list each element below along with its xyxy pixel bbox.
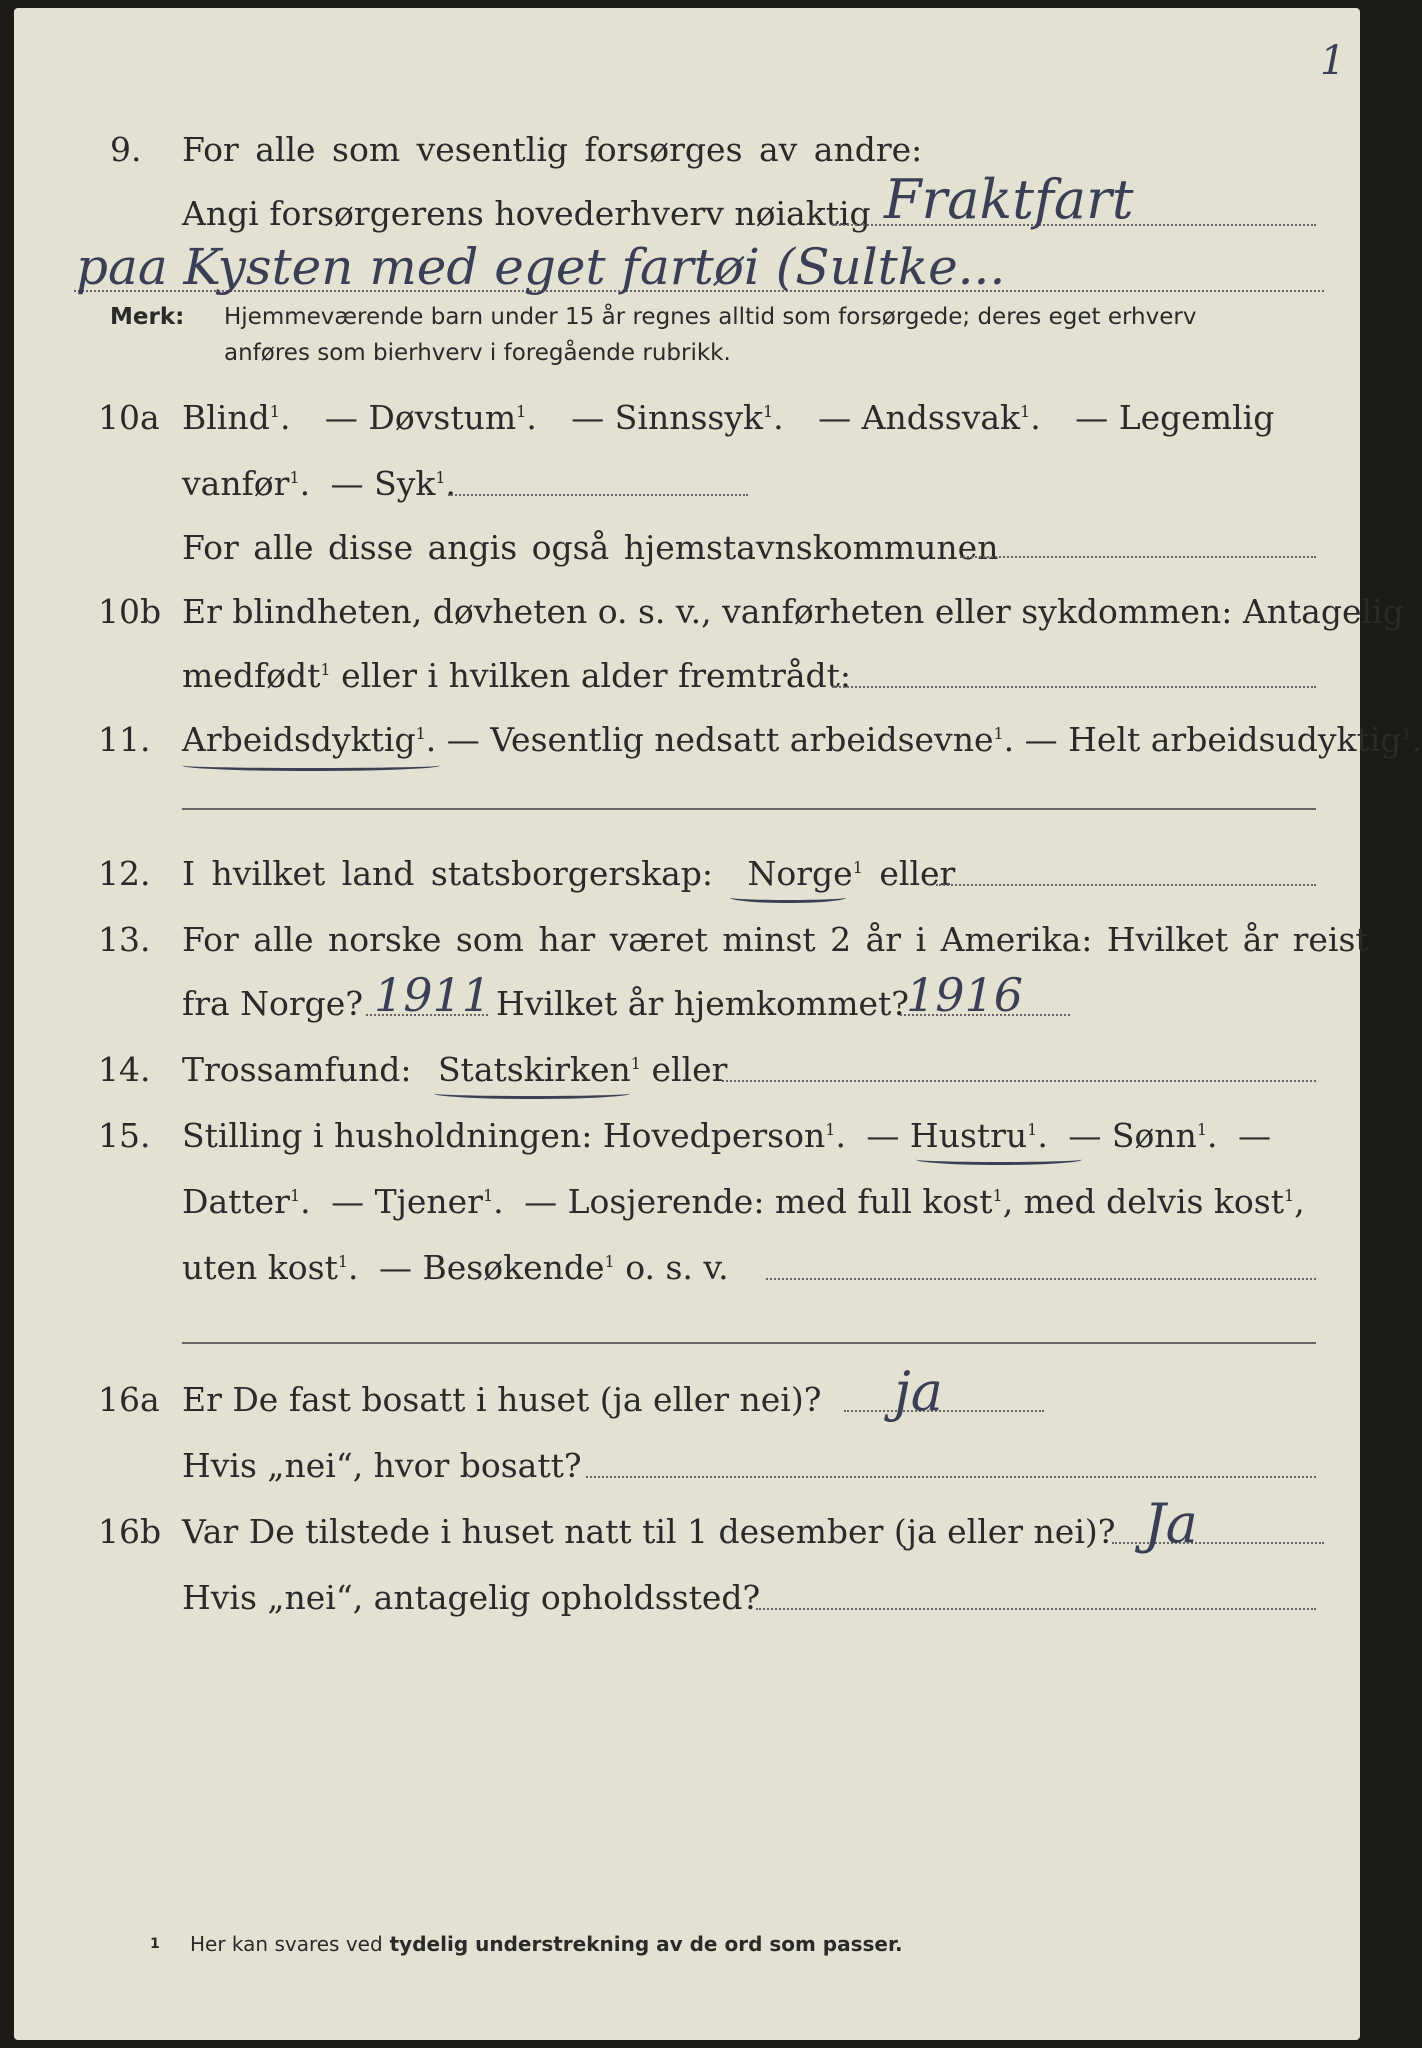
q10b-answer-line (832, 686, 1316, 688)
q14-number: 14. (98, 1050, 151, 1089)
merk-line1: Hjemmeværende barn under 15 år regnes alltid som forsørgede; deres eget erhverv (224, 304, 1197, 330)
q10a-number: 10a (98, 398, 160, 437)
q9-handwritten-answer1: Fraktfart (884, 168, 1134, 231)
census-form-page (14, 8, 1422, 2040)
q10b-line1: Er blindheten, døvheten o. s. v., vanførheten eller sykdommen: Antagelig (182, 592, 1404, 631)
q13-handwritten-reist: 1911 (374, 968, 492, 1022)
opt-arbeidsdyktig: Arbeidsdyktig (182, 720, 416, 759)
opt-andssvak: — Andssvak (818, 398, 1021, 437)
opt-nedsatt: — Vesentlig nedsatt arbeidsevne (446, 720, 994, 759)
q14-line: Trossamfund: Statskirken$^1$ eller (182, 1050, 728, 1089)
q10a-line1: Blind$^1$. — Døvstum$^1$. — Sinnssyk$^1$. — Andssvak$^1$. — Legemlig (182, 398, 1275, 437)
merk-line2: anføres som bierhverv i foregående rubrikk. (224, 340, 731, 366)
q13-line1: For alle norske som har været minst 2 år i Amerika: Hvilket år reist (182, 920, 1369, 959)
q10a-syk-line (448, 494, 748, 496)
page-mark: 1 (1320, 38, 1346, 84)
opt-norge: Norge (747, 854, 853, 893)
q11-line: Arbeidsdyktig$^1$. — Vesentlig nedsatt arbeidsevne$^1$. — Helt arbeidsudyktig$^1$. (182, 720, 1422, 759)
q14-underline-mark (434, 1088, 630, 1099)
opt-legemlig: — Legemlig (1075, 398, 1275, 437)
q16a-answer-line (844, 1410, 1044, 1412)
q12-answer-line (936, 884, 1316, 886)
q9-line1: For alle som vesentlig forsørges av andre: (182, 130, 923, 169)
q14-answer-line (722, 1080, 1316, 1082)
opt-hustru: — Hustru (866, 1116, 1028, 1155)
footnote-text: Her kan svares ved tydelig understrekning av de ord som passer. (190, 1932, 903, 1956)
q10b-line2: medfødt$^1$ eller i hvilken alder fremtrådt: (182, 656, 852, 695)
q15-extra-line (182, 1342, 1316, 1344)
opt-vanfor: vanfør (182, 464, 290, 503)
q9-handwritten-answer2: paa Kysten med eget fartøi (Sultke... (76, 238, 1006, 296)
footnote-mark: 1 (150, 1936, 160, 1952)
q10a-line2: vanfør$^1$. — Syk$^1$. (182, 464, 457, 503)
opt-syk: — Syk (330, 464, 436, 503)
opt-udyktig: — Helt arbeidsudyktig (1024, 720, 1402, 759)
q16b-opholdssted-line (756, 1608, 1316, 1610)
q12-underline-mark (730, 892, 846, 903)
q11-underline-mark (182, 760, 440, 771)
q16b-number: 16b (98, 1512, 162, 1551)
merk-label: Merk: (110, 304, 185, 330)
q10b-number: 10b (98, 592, 162, 631)
q13-handwritten-hjem: 1916 (906, 968, 1024, 1022)
q16a-number: 16a (98, 1380, 160, 1419)
q15-line1: Stilling i husholdningen: Hovedperson$^1$. — Hustru$^1$. — Sønn$^1$. — (182, 1116, 1271, 1155)
q15-answer-line (766, 1278, 1316, 1280)
opt-statskirken: Statskirken (437, 1050, 631, 1089)
q15-line2: Datter$^1$. — Tjener$^1$. — Losjerende: med full kost$^1$, med delvis kost$^1$, (182, 1182, 1305, 1221)
opt-blind: Blind (182, 398, 270, 437)
q16a-line1: Er De fast bosatt i huset (ja eller nei)? (182, 1380, 822, 1419)
q12-line: I hvilket land statsborgerskap: Norge$^1$ eller (182, 854, 956, 893)
q16b-handwritten-answer: Ja (1144, 1492, 1198, 1555)
q13-number: 13. (98, 920, 151, 959)
q11-number: 11. (98, 720, 151, 759)
q15-underline-mark (916, 1154, 1082, 1165)
q16a-handwritten-answer: ja (894, 1360, 943, 1423)
q12-number: 12. (98, 854, 151, 893)
q13-line2a: fra Norge? (182, 984, 364, 1023)
opt-dovstum: — Døvstum (324, 398, 517, 437)
q16a-bosatt-line (586, 1476, 1316, 1478)
q16b-line1: Var De tilstede i huset natt til 1 desember (ja eller nei)? (182, 1512, 1116, 1551)
q16a-line2: Hvis „nei“, hvor bosatt? (182, 1446, 582, 1485)
q16b-line2: Hvis „nei“, antagelig opholdssted? (182, 1578, 761, 1617)
q13-line2b: Hvilket år hjemkommet? (496, 984, 909, 1023)
q9-line2: Angi forsørgerens hovederhverv nøiaktig (182, 194, 871, 233)
q15-number: 15. (98, 1116, 151, 1155)
opt-sinnssyk: — Sinnssyk (571, 398, 763, 437)
q9-number: 9. (110, 130, 142, 169)
q15-line3: uten kost$^1$. — Besøkende$^1$ o. s. v. (182, 1248, 729, 1287)
q10a-line3: For alle disse angis også hjemstavnskommunen (182, 528, 999, 567)
q10a-hjemstavn-line (960, 556, 1316, 558)
q11-extra-line (182, 808, 1316, 810)
